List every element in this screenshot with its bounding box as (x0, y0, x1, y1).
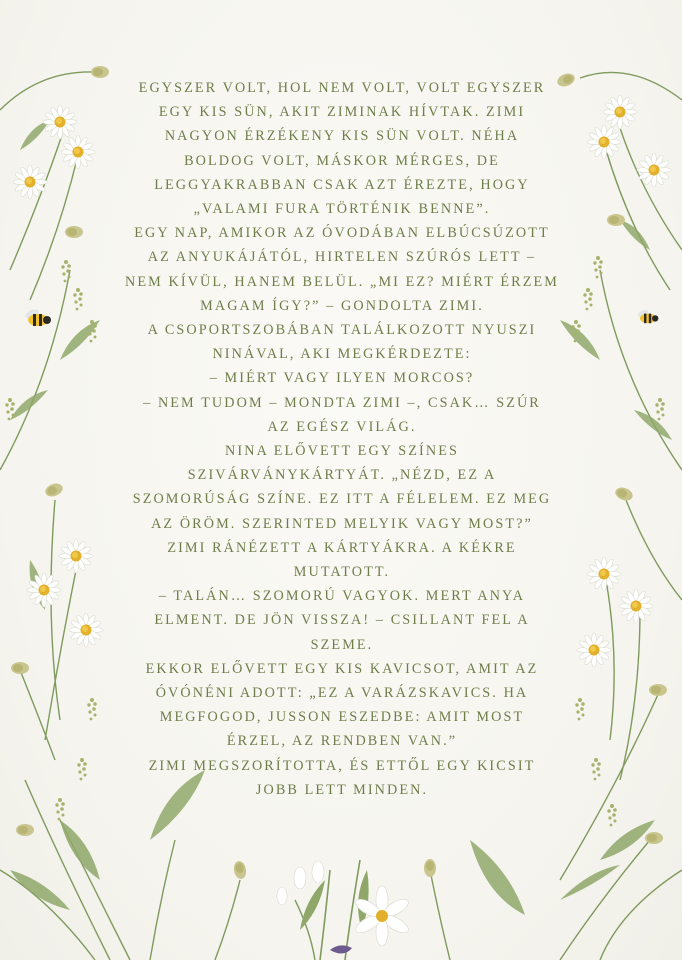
bottom-bouquet (277, 860, 411, 960)
right-daisies (577, 95, 671, 667)
story-line: NEM KÍVÜL, HANEM BELÜL. „MI EZ? MIÉRT ÉRZEM (125, 273, 559, 290)
story-line: NAGYON ÉRZÉKENY KIS SÜN VOLT. NÉHA (164, 128, 520, 145)
story-line: EKKOR ELŐVETT EGY KIS KAVICSOT, AMIT AZ (145, 660, 539, 677)
story-line: SZOMORÚSÁG SZÍNE. EZ ITT A FÉLELEM. EZ MEG (132, 491, 552, 508)
story-line: SZEME. (310, 636, 374, 653)
story-line: AZ EGÉSZ VILÁG. (267, 418, 417, 435)
bee-icon (637, 308, 659, 323)
chamomile-flower-icon (43, 105, 77, 139)
story-line: ÓVÓNÉNI ADOTT: „EZ A VARÁZSKAVICS. HA (155, 685, 529, 702)
story-line: MUTATOTT. (293, 564, 391, 581)
story-line: ZIMI RÁNÉZETT A KÁRTYÁKRA. A KÉKRE (167, 539, 517, 556)
story-line: MEGFOGOD, JUSSON ESZEDBE: AMIT MOST (159, 709, 525, 726)
story-line: NINA ELŐVETT EGY SZÍNES (225, 443, 459, 460)
story-line: ÉRZEL, AZ RENDBEN VAN.” (226, 733, 458, 750)
story-line: AZ ÖRÖM. SZERINTED MELYIK VAGY MOST?” (151, 515, 533, 532)
story-line: „VALAMI FURA TÖRTÉNIK BENNE”. (193, 201, 491, 218)
story-line: EGYSZER VOLT, HOL NEM VOLT, VOLT EGYSZER (138, 80, 546, 96)
bee-icon (24, 307, 51, 326)
story-line: SZIVÁRVÁNYKÁRTYÁT. „NÉZD, EZ A (187, 467, 497, 484)
story-line: ZIMI MEGSZORÍTOTTA, ÉS ETTŐL EGY KICSIT (148, 757, 536, 774)
story-line: AZ ANYUKÁJÁTÓL, HIRTELEN SZÚRÓS LETT – (147, 249, 537, 266)
story-line: NINÁVAL, AKI MEGKÉRDEZTE: (212, 346, 472, 363)
story-line: LEGGYAKRABBAN CSAK AZT ÉREZTE, HOGY (154, 176, 530, 193)
flower-bud-icon (91, 66, 109, 78)
story-line: A CSOPORTSZOBÁBAN TALÁLKOZOTT NYUSZI (147, 322, 537, 339)
story-line: EGY NAP, AMIKOR AZ ÓVODÁBAN ELBÚCSÚZOTT (134, 225, 550, 242)
left-daisies (13, 105, 103, 647)
story-line: ELMENT. DE JÖN VISSZA! – CSILLANT FEL A (154, 612, 530, 629)
story-line: JOBB LETT MINDEN. (255, 781, 429, 798)
story-line: MAGAM ÍGY?” – GONDOLTA ZIMI. (200, 297, 484, 314)
story-text (112, 76, 572, 802)
story-line: – MIÉRT VAGY ILYEN MORCOS? (209, 370, 475, 387)
story-line: BOLDOG VOLT, MÁSKOR MÉRGES, DE (184, 152, 500, 169)
story-line: – TALÁN… SZOMORÚ VAGYOK. MERT ANYA (158, 588, 526, 605)
left-sprigs (5, 260, 97, 820)
story-line: – NEM TUDOM – MONDTA ZIMI –, CSAK… SZÚR (143, 394, 541, 411)
story-line: EGY KIS SÜN, AKIT ZIMINAK HÍVTAK. ZIMI (158, 104, 526, 121)
